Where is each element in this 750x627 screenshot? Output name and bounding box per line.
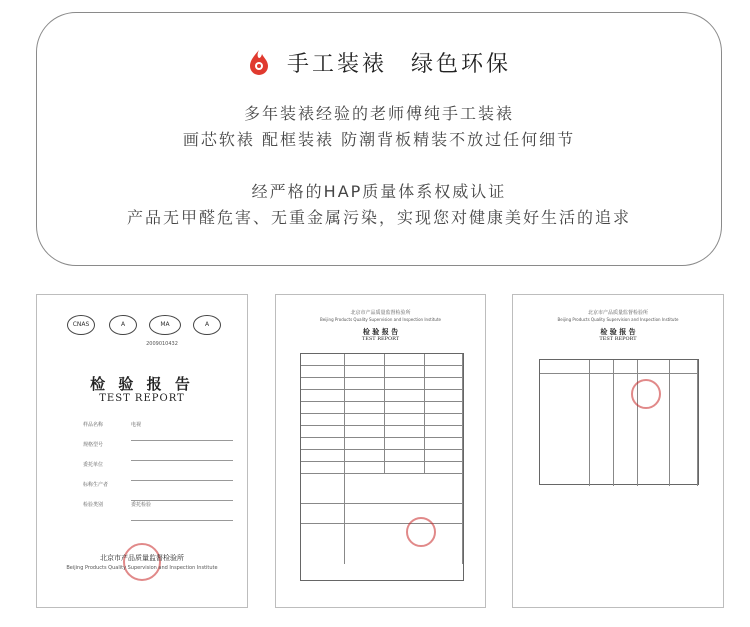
banner-line-4: 产品无甲醛危害、无重金属污染，实现您对健康美好生活的追求 [126,208,631,227]
title-eco: 绿色环保 [411,52,512,77]
field-label: 标称生产者 [83,482,109,488]
cert-number: 2009010432 [146,341,178,347]
banner-line-3: 经严格的HAP质量体系权威认证 [251,182,507,201]
field-label: 检验类别 [83,502,104,508]
report-table [300,353,464,581]
institute-header-en: Beijing Products Quality Supervision and Inspection Institute [320,317,441,322]
field-value: 电视 [131,421,233,441]
report-title: 检 验 报 告 [600,327,636,336]
cal-badge-1: A [109,315,137,335]
red-seal-stamp [406,517,436,547]
field-row [83,501,233,521]
banner-line-1: 多年装裱经验的老师傅纯手工装裱 [243,104,514,123]
institute-header-en: Beijing Products Quality Supervision and Inspection Institute [557,317,679,322]
institute-name-en: Beijing Products Quality Supervision and Inspection Institute [66,565,218,571]
institute-header-cn: 北京市产品质量监督检验所 [350,310,411,316]
test-report-image-1 [36,294,248,608]
test-report-image-2 [275,294,486,608]
field-row [83,461,233,481]
report-title: 检 验 报 告 [90,375,194,393]
field-value [131,441,233,461]
test-report-image-3 [512,294,724,608]
field-value [131,481,233,501]
banner-title [37,47,721,78]
report-table [539,359,699,485]
red-seal-stamp [631,379,661,409]
report-fields [83,421,233,521]
field-value [131,461,233,481]
field-row [83,481,233,501]
banner-line-2: 画芯软裱 配框装裱 防潮背板精装不放过任何细节 [182,130,576,149]
field-label: 样品名称 [83,422,104,428]
feature-banner [36,12,722,266]
field-value: 委托检验 [131,501,233,521]
cnas-badge: CNAS [67,315,95,335]
report-subtitle: TEST REPORT [99,393,185,404]
title-handmade: 手工装裱 [286,52,387,77]
field-label: 规格型号 [83,442,104,448]
cal-badge-2: A [193,315,221,335]
field-row [83,421,233,441]
institute-header-cn: 北京市产品质量监督检验所 [587,310,648,316]
field-row [83,441,233,461]
flame-logo-icon [247,49,271,75]
institute-name-cn: 北京市产品质量监督检验所 [100,554,184,562]
report-subtitle: TEST REPORT [599,336,637,342]
field-label: 委托单位 [83,462,104,468]
cma-badge: MA [149,315,181,335]
report-title: 检 验 报 告 [362,327,399,336]
report-subtitle: TEST REPORT [361,336,400,342]
